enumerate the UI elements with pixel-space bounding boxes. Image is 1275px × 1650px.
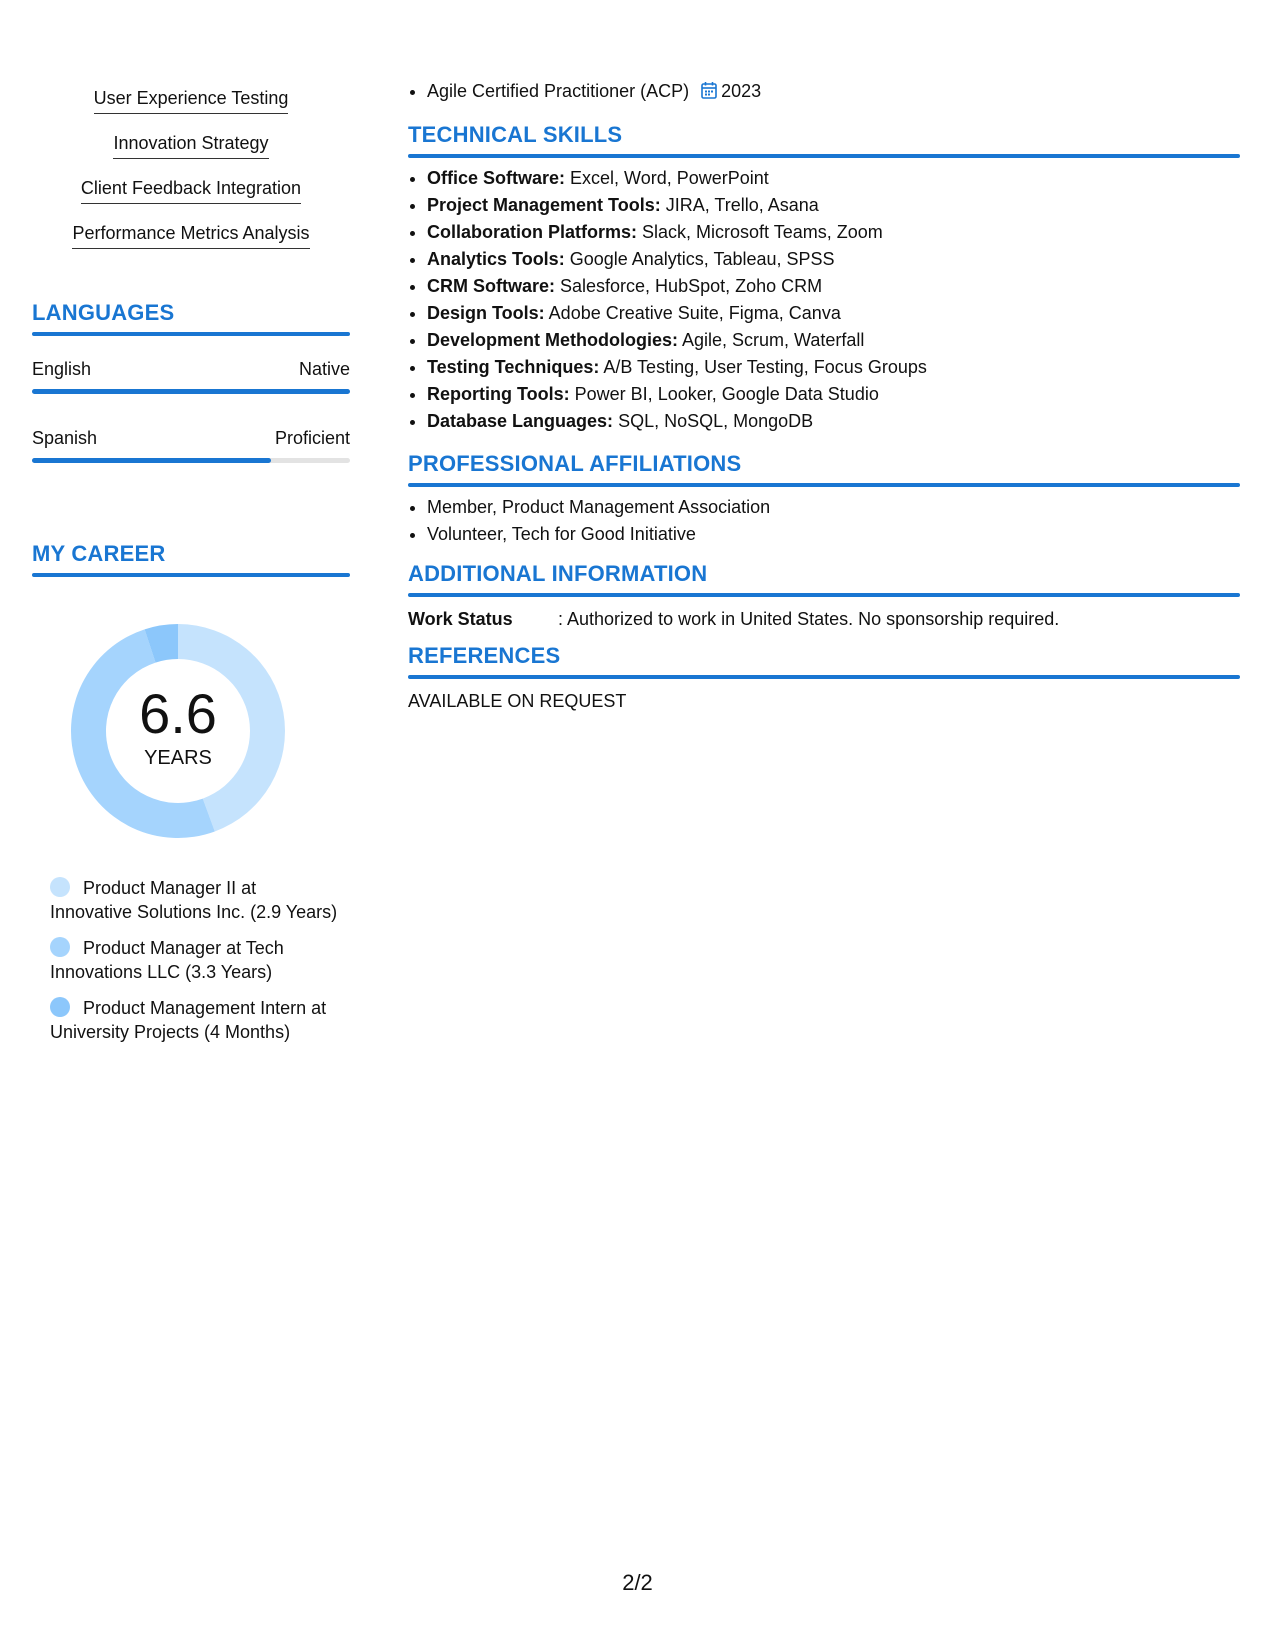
tech-skill-value: JIRA, Trello, Asana bbox=[660, 195, 819, 215]
legend-item bbox=[50, 996, 340, 1044]
skills-list bbox=[32, 86, 350, 266]
tech-skill-label: Design Tools: bbox=[427, 303, 545, 323]
tech-skill-value: Slack, Microsoft Teams, Zoom bbox=[637, 222, 883, 242]
tech-skill-value: Adobe Creative Suite, Figma, Canva bbox=[544, 303, 841, 323]
certification-year: 2023 bbox=[721, 81, 762, 101]
tech-skill-label: CRM Software: bbox=[427, 276, 556, 296]
tech-skill-item bbox=[427, 246, 1240, 273]
certification-list bbox=[408, 78, 1240, 107]
languages-title: LANGUAGES bbox=[32, 300, 175, 325]
technical-skills-title: TECHNICAL SKILLS bbox=[408, 122, 623, 147]
career-total-value: 6.6 bbox=[139, 682, 217, 745]
language-name: English bbox=[32, 359, 92, 379]
tech-skill-item bbox=[427, 327, 1240, 354]
tech-skill-value: SQL, NoSQL, MongoDB bbox=[613, 411, 814, 431]
language-level: Proficient bbox=[274, 428, 350, 448]
career-section-header bbox=[32, 541, 350, 577]
work-status-row bbox=[408, 607, 1240, 631]
tech-skill-label: Development Methodologies: bbox=[427, 330, 679, 350]
calendar-icon bbox=[701, 80, 717, 107]
tech-skill-label: Office Software: bbox=[427, 168, 566, 188]
tech-skill-label: Database Languages: bbox=[427, 411, 614, 431]
references-text: AVAILABLE ON REQUEST bbox=[408, 691, 627, 711]
legend-item bbox=[50, 876, 340, 924]
references-title: REFERENCES bbox=[408, 643, 561, 668]
affiliation-item: • Volunteer, Tech for Good Initiative bbox=[427, 521, 1240, 548]
tech-skill-value: Google Analytics, Tableau, SPSS bbox=[564, 249, 835, 269]
skill-tag: User Experience Testing bbox=[94, 86, 289, 114]
legend-dot bbox=[50, 877, 70, 897]
legend-label: Product Management Intern at University Projects (4 Months) bbox=[50, 998, 327, 1042]
tech-skill-label: Reporting Tools: bbox=[427, 384, 570, 404]
language-bar bbox=[32, 458, 350, 463]
tech-skill-item bbox=[427, 354, 1240, 381]
tech-skill-item bbox=[427, 273, 1240, 300]
section-rule bbox=[408, 593, 1240, 597]
language-name: Spanish bbox=[32, 428, 98, 448]
career-title: MY CAREER bbox=[32, 541, 166, 566]
skill-tag: Client Feedback Integration bbox=[81, 176, 301, 204]
language-item bbox=[32, 427, 350, 463]
section-rule bbox=[408, 483, 1240, 487]
section-rule bbox=[408, 675, 1240, 679]
legend-dot bbox=[50, 997, 70, 1017]
references-section bbox=[408, 643, 1240, 713]
section-rule bbox=[32, 332, 350, 336]
tech-skill-value: Excel, Word, PowerPoint bbox=[565, 168, 769, 188]
skill-tag: Innovation Strategy bbox=[113, 131, 268, 159]
tech-skill-value: Agile, Scrum, Waterfall bbox=[678, 330, 865, 350]
legend-label: Product Manager II at Innovative Solutions Inc. (2.9 Years) bbox=[50, 878, 338, 922]
tech-skill-item bbox=[427, 300, 1240, 327]
career-legend bbox=[50, 876, 340, 1056]
tech-skill-value: Power BI, Looker, Google Data Studio bbox=[569, 384, 879, 404]
language-bar-fill bbox=[32, 389, 350, 394]
certification-item bbox=[427, 78, 1240, 107]
work-status-label: Work Status bbox=[408, 609, 513, 629]
career-donut-chart bbox=[65, 618, 291, 844]
legend-item bbox=[50, 936, 340, 984]
skill-tag: Performance Metrics Analysis bbox=[72, 221, 309, 249]
tech-skill-item bbox=[427, 408, 1240, 435]
affiliations-section bbox=[408, 451, 1240, 548]
work-status-value: : Authorized to work in United States. No sponsorship required. bbox=[558, 609, 1060, 629]
section-rule bbox=[408, 154, 1240, 158]
legend-label: Product Manager at Tech Innovations LLC (3.3 Years) bbox=[50, 938, 284, 982]
affiliations-title: PROFESSIONAL AFFILIATIONS bbox=[408, 451, 742, 476]
certification-name: Agile Certified Practitioner (ACP) bbox=[427, 81, 690, 101]
affiliation-item: • Member, Product Management Association bbox=[427, 494, 1240, 521]
technical-skills-section bbox=[408, 122, 1240, 435]
tech-skill-item bbox=[427, 192, 1240, 219]
language-bar bbox=[32, 389, 350, 394]
legend-dot bbox=[50, 937, 70, 957]
section-rule bbox=[32, 573, 350, 577]
additional-info-title: ADDITIONAL INFORMATION bbox=[408, 561, 708, 586]
tech-skill-label: Analytics Tools: bbox=[427, 249, 565, 269]
language-item bbox=[32, 358, 350, 394]
language-bar-fill bbox=[32, 458, 271, 463]
additional-info-section bbox=[408, 561, 1240, 631]
tech-skill-item bbox=[427, 219, 1240, 246]
page-number: 2/2 bbox=[622, 1570, 653, 1595]
tech-skill-value: A/B Testing, User Testing, Focus Groups bbox=[599, 357, 927, 377]
language-level: Native bbox=[298, 359, 350, 379]
tech-skill-item bbox=[427, 165, 1240, 192]
tech-skill-value: Salesforce, HubSpot, Zoho CRM bbox=[555, 276, 823, 296]
tech-skill-label: Collaboration Platforms: bbox=[427, 222, 638, 242]
tech-skill-item bbox=[427, 381, 1240, 408]
tech-skill-label: Project Management Tools: bbox=[427, 195, 661, 215]
tech-skill-label: Testing Techniques: bbox=[427, 357, 600, 377]
languages-section-header bbox=[32, 300, 350, 336]
career-total-unit: YEARS bbox=[144, 747, 212, 769]
